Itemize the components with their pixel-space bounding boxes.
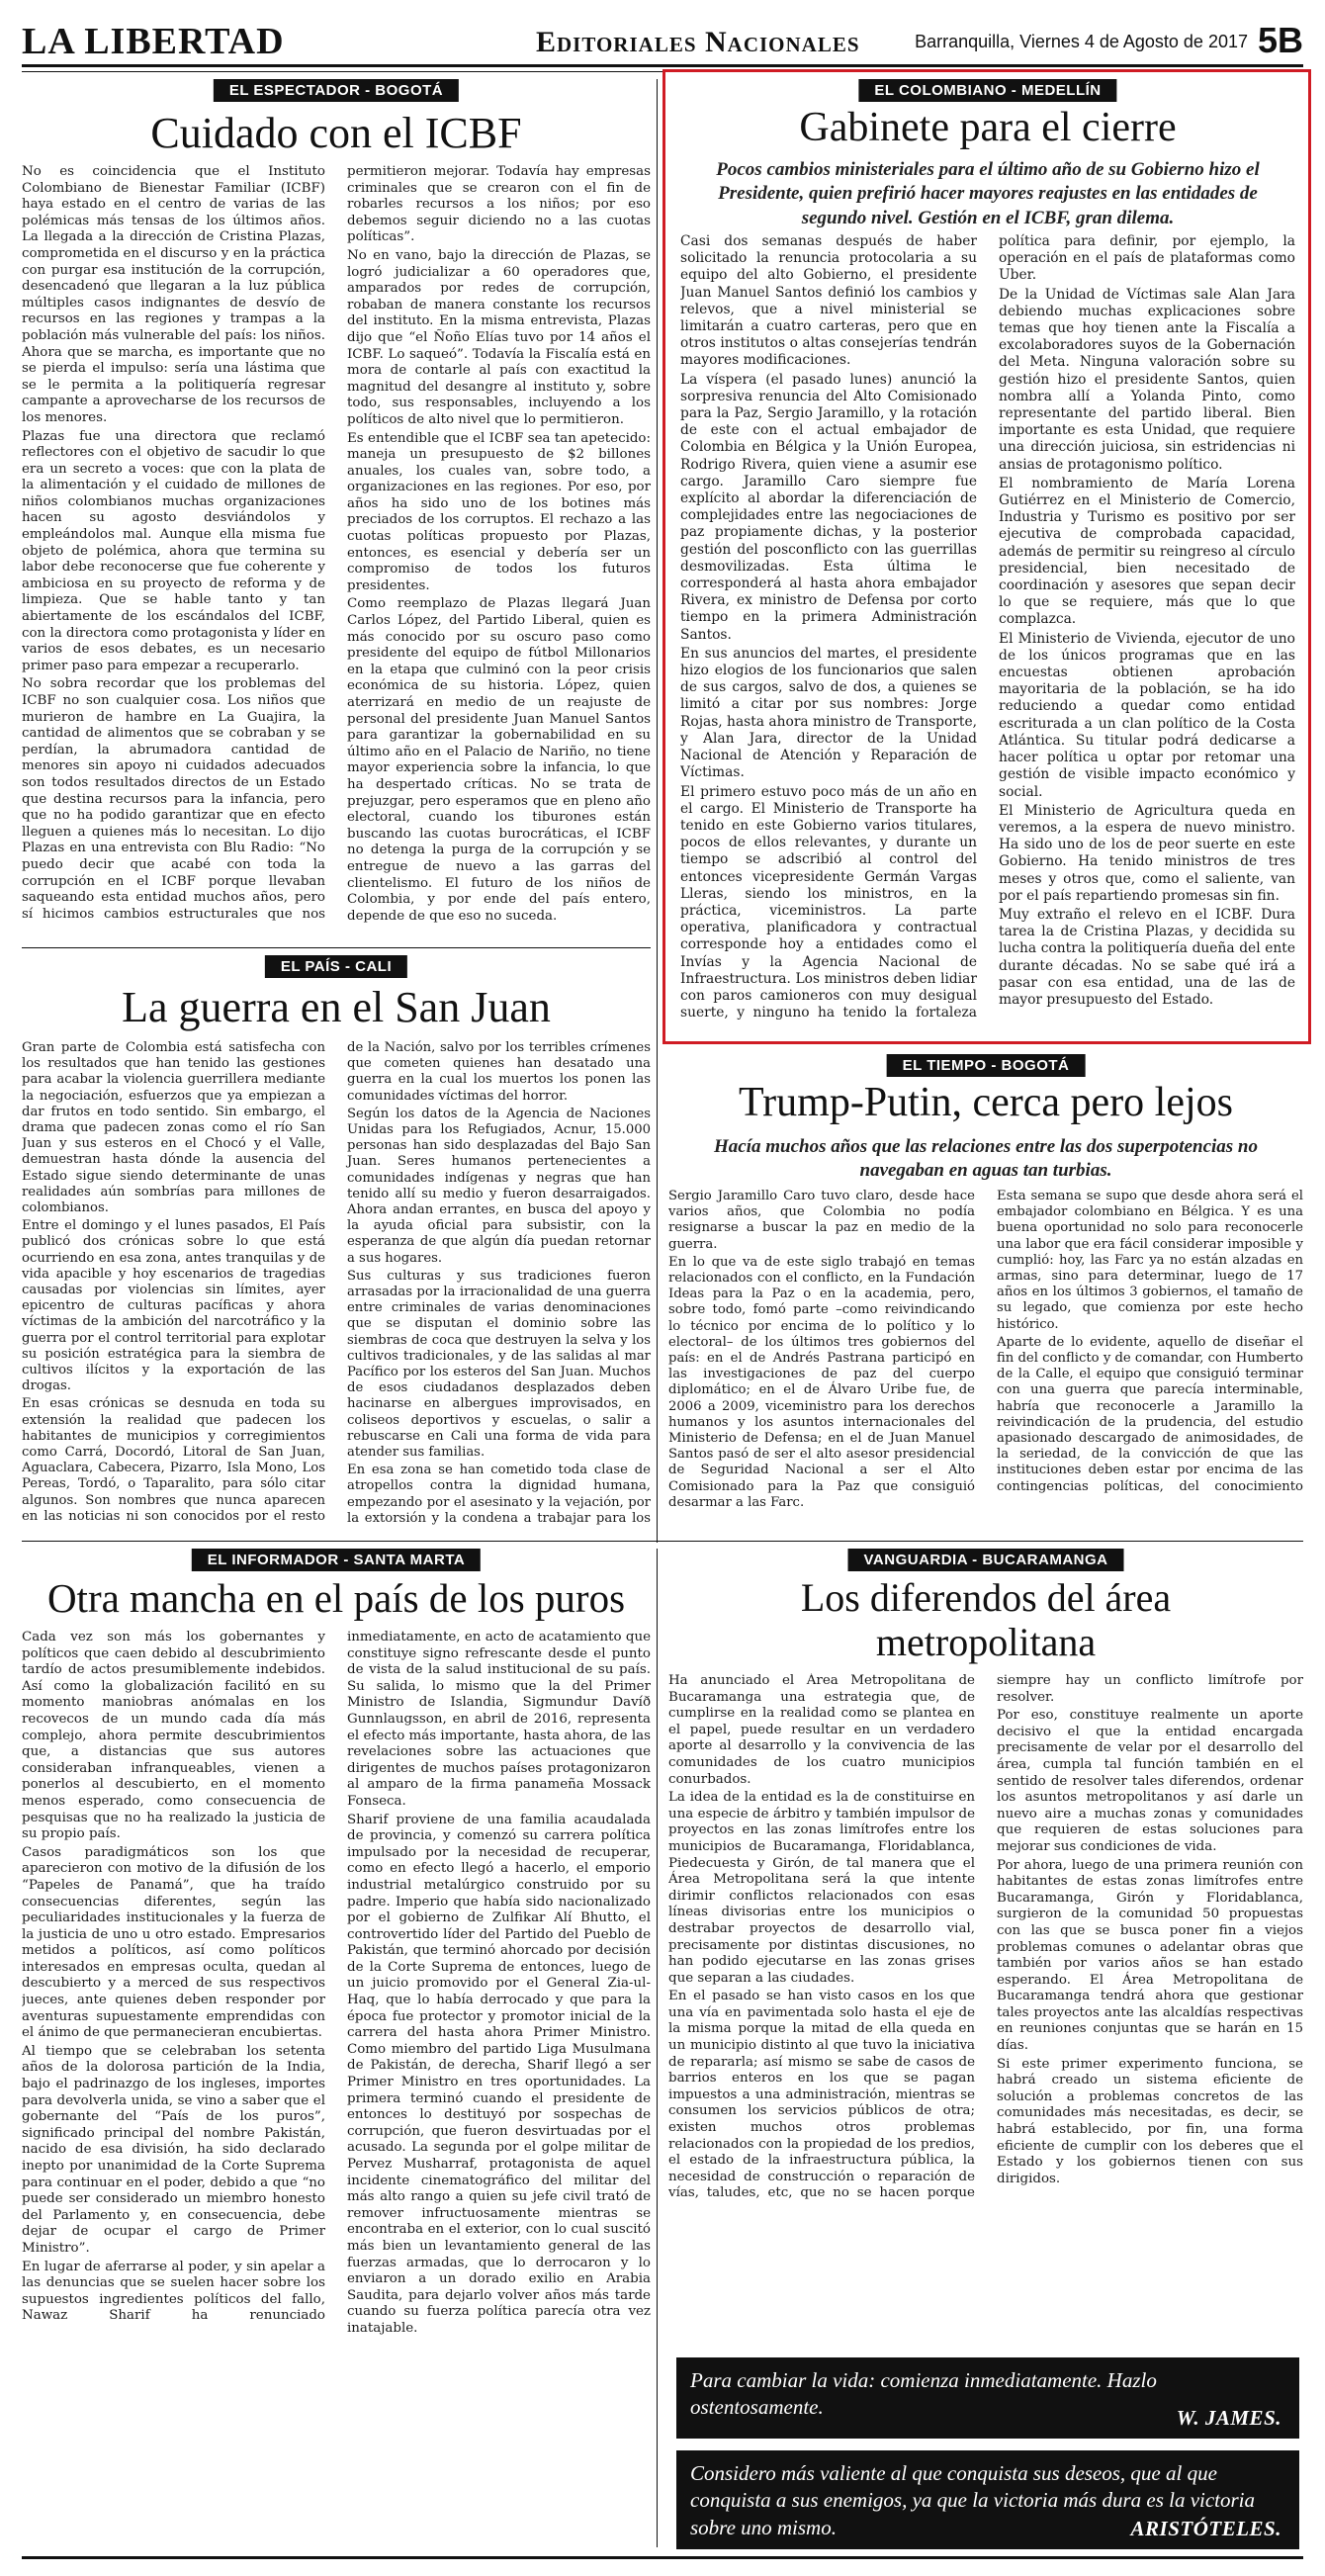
article-body xyxy=(680,233,1295,1032)
article-paragraph: Si este primer experimento funciona, se habrá creado un sistema eficiente de solución a problemas concretos de las comunidades más necesitadas, es decir, se habrá establecido, por fin, una forma eficiente de cumplir con los deberes que el Estado y los gobiernos tienen con sus dirigidos. xyxy=(997,2056,1303,2186)
masthead xyxy=(22,18,1303,67)
article-paragraph: No en vano, bajo la dirección de Plazas, se logró judicializar a 60 operadores que, amparados por redes de corrupción, robaban de manera constante los recursos del instituto. En la misma entrevista, Plazas dijo que “el Ñoño Elías tuvo por 14 años el ICBF. Lo saqueó”. Todavía la Fiscalía está en mora de contarle al país con exactitud la magnitud del desangre al instituto y, sobre todo, sus responsables, incluyendo a los políticos de alto nivel que lo permitieron. xyxy=(347,247,651,427)
article-paragraph: Como reemplazo de Plazas llegará Juan Carlos López, del Partido Liberal, quien es más conocido por su oscuro paso como presidente del equipo de fútbol Millonarios en la etapa que culminó con la peor crisis económica de su historia. López, quien aterrizará en medio de un reajuste de personal del presidente Juan Manuel Santos para garantizar la gobernabilidad en su último año en el Palacio de Nariño, no tiene mayor experiencia sobre la infancia, lo que ha despertado críticas. No se trata de prejuzgar, pero esperamos que en pleno año electoral, cuando los tiburones están buscando las cuotas burocráticas, el ICBF no detenga la purga de la corrupción y se entregue de nuevo a las garras del clientelismo. El futuro de los niños de Colombia, y por ende del país entero, depende de que eso no suceda. xyxy=(347,596,651,924)
article-area-metropolitana xyxy=(668,1549,1303,2354)
article-paragraph: En sus anuncios del martes, el presidente hizo elogios de los funcionarios que salen de sus cargos, salvo de dos, a quienes se limitó a citar por sus nombres: Jorge Rojas, hasta ahora ministro de Transporte, y Alan Jara, director de la Unidad Nacional de Atención y Reparación de Víctimas. xyxy=(680,645,977,781)
article-paragraph: De la Unidad de Víctimas sale Alan Jara debiendo muchas explicaciones sobre temas que hoy tienen ante la Fiscalía a excolaboradores suyos de la Gobernación del Meta. Ninguna valoración sobre su gestión hizo el presidente Santos, quien nombra allí a Yolanda Pinto, como representante del partido liberal. Bien importante es esta Unidad, que requiere una dirección juiciosa, sin estridencias ni ansias de protagonismo político. xyxy=(999,286,1295,473)
article-paragraph: En el pasado se han visto casos en los que una vía en pavimentada solo hasta el eje de la misma porque la mitad de ella queda en un municipio distinto al que tuvo la iniciativa de repararla; así mismo se sabe de casos de barrios enteros en los que se pagan impuestos a una administración, mientras se consumen los servicios públicos de otra; existen muchos otros problemas relacionados con la propiedad de los predios, el estado de la infraestructura pública, la necesidad de construcción o reparación de vías, taludes, etc, que no se hacen porque siempre hay un conflicto limítrofe por resolver. xyxy=(668,1673,1303,2201)
article-paragraph: Casi dos semanas después de haber solicitado la renuncia protocolaria a su equipo del alto Gobierno, el presidente Juan Manuel Santos definió los cambios y relevos, que a nivel ministerial se limitarán a cuatro carteras, pero que en otros institutos o altas consejerías tendrán mayores modificaciones. xyxy=(680,233,977,369)
article-paragraph: Entre el domingo y el lunes pasados, El País publicó dos crónicas sobre lo que está ocurriendo en esa zona, antes tranquilas y de vida apacible y hoy escenarios de tragedias causadas por violencias sin límites, ayer epicentro de culturas pacíficas y ahora víctimas de la ambición del narcotráfico y la guerra por el control territorial para explotar su posición estratégica para la siembra de cultivos ilícitos y la exportación de las drogas. xyxy=(22,1218,325,1394)
article-paragraph: El nombramiento de María Lorena Gutiérrez en el Ministerio de Comercio, Industria y Turismo es positivo por ser ejecutiva de comprobada capacidad, además de permitir su reingreso al círculo presidencial, bien necesitado de coordinación y asesores que sepan decir lo que se requiere, más que lo que complazca. xyxy=(999,475,1295,628)
article-body xyxy=(668,1673,1303,2352)
article-headline: Los diferendos del área metropolitana xyxy=(800,1575,1172,1664)
article-lede: Hacía muchos años que las relaciones entre las dos superpotencias no navegaban en aguas tan turbias. xyxy=(714,1136,1258,1182)
section-rule xyxy=(22,947,651,948)
column-divider xyxy=(657,79,658,1543)
article-paragraph: No es coincidencia que el Instituto Colombiano de Bienestar Familiar (ICBF) haya estado en el centro de varias de las polémicas más tensas de los últimos años. La llegada a la dirección de Cristina Plazas, comprometida en el discurso y en la práctica con purgar esa institución de la corrupción, desencadenó que llegaran a la luz pública múltiples casos indignantes de desvío de recursos en las regiones y trampas a la población más vulnerable del país: los niños. Ahora que se marcha, es importante que no se pierda el impulso: sería una lástima que se le permita a la politiquería regresar campante a aprovecharse de los recursos de los menores. xyxy=(22,164,325,425)
article-source-tag: EL TIEMPO - BOGOTÁ xyxy=(887,1054,1086,1077)
quote-author: W. JAMES. xyxy=(1176,2406,1281,2430)
article-paragraph: En lugar de aferrarse al poder, y sin apelar a las denuncias que se suelen hacer sobre los supuestos ingredientes políticos del fallo, Nawaz Sharif ha renunciado inmediatamente, en acto de acatamiento que constituye signo refrescante desde el punto de vista de la salud institucional de su país. Su salida, lo mismo que la del Primer Ministro de Islandia, Sigmundur Davíð Gunnlaugsson, en abril de 2016, representa el efecto más importante, hasta ahora, de las revelaciones sobre las actuaciones que dirigentes de muchos países protagonizaron al amparo de la firma panameña Mossack Fonseca. xyxy=(22,1630,651,2324)
article-source-tag: EL INFORMADOR - SANTA MARTA xyxy=(192,1549,481,1571)
article-body xyxy=(668,1189,1303,1517)
bottom-rule xyxy=(22,2556,1303,2559)
article-paragraph: Sergio Jaramillo Caro tuvo claro, desde hace varios años, que Colombia no podía resignarse a buscar la paz en medio de la guerra. xyxy=(668,1189,975,1252)
article-paragraph: Aparte de lo evidente, aquello de diseñar el fin del conflicto y de comandar, con Humberto de la Calle, el equipo que consiguió terminar con una guerra que parecía interminable, habría que reconocerle a Jaramillo la reivindicación de la prudencia, del estudio apasionado descargado de animosidades, de la seriedad, de la convicción de que las instituciones deben estar por encima de las contingencias políticas, del conocimiento xyxy=(997,1334,1303,1494)
article-paragraph: No sobra recordar que los problemas del ICBF no son cualquier cosa. Los niños que murieron de hambre en La Guajira, la cantidad de alimentos que se cobraban y se perdían, la abrumadora cantidad de menores sin apoyo ni cuidados adecuados son todos resultados directos de un Estado que destina recursos para la infancia, pero que no ha podido garantizar que en efecto lleguen a quienes más lo necesitan. Lo dijo Plazas en una entrevista con Blu Radio: “No puedo decir que acabé con toda la corrupción en el ICBF porque llevaban saqueando esta entidad muchos años, pero sí hicimos cambios estructurales que nos permitieron mejorar. Todavía hay empresas criminales que se crearon con el fin de robarles recursos a los niños; por eso debemos seguir diciendo no a las cuotas políticas”. xyxy=(22,164,651,922)
quote-text: Considero más valiente al que conquista sus deseos, que al que conquista a sus enemigos, ya que la victoria más dura es la victoria sobre uno mismo. xyxy=(690,2461,1256,2539)
article-source-tag: EL COLOMBIANO - MEDELLÍN xyxy=(858,79,1116,102)
article-source-tag: EL PAÍS - CALI xyxy=(265,955,407,978)
article-trump-putin xyxy=(668,1054,1303,1519)
article-paragraph: Muy extraño el relevo en el ICBF. Dura tarea la de Cristina Plazas, y decidida su lucha contra la politiquería dueña del ente durante décadas. No se sabe qué irá a pasar con esa entidad, una de las de mayor presupuesto del Estado. xyxy=(999,906,1295,1008)
section-rule xyxy=(22,1541,1303,1542)
article-paragraph: Al tiempo que se celebraban los setenta años de la dolorosa partición de la India, bajo el padrinazgo de los ingleses, importes para devolverla unida, se vino a saber que el gobernante del “País de los puros”, significado principal del nombre Pakistán, nacido de esa división, ha sido declarado inepto por unanimidad de la Corte Suprema para continuar en el poder, debido a que “no puede ser considerado un miembro honesto del Parlamento y, en consecuencia, debe dejar de ocupar el cargo de Primer Ministro”. xyxy=(22,2043,325,2256)
article-paragraph: Ha anunciado el Área Metropolitana de Bucaramanga una estrategia que, de cumplirse en la realidad como se plantea en el papel, puede resultar en un verdadero aporte al desarrollo y la convivencia de las comunidades de los cuatro municipios conurbados. xyxy=(668,1673,975,1787)
article-headline: Trump-Putin, cerca pero lejos xyxy=(738,1080,1234,1125)
article-body xyxy=(22,1630,651,2541)
article-paragraph: Plazas fue una directora que reclamó reflectores con el objetivo de sacudir lo que era un secreto a voces: que con la plata de la alimentación y el cuidado de millones de niños colombianos muchas organizaciones hacen su agosto desviándolos y empleándolos mal. Aunque ella misma fue objeto de polémica, ahora que termina su labor debe reconocerse que fue coherente y ambiciosa en su proyecto de reforma y de limpieza. Que se hable tanto y tan abiertamente de los escándalos del ICBF, con la directora como protagonista y líder en varios de esos debates, es un necesario primer paso para empezar a recuperarlo. xyxy=(22,428,325,673)
article-paragraph: La idea de la entidad es la de constituirse en una especie de árbitro y también impulsor de proyectos en las zonas limítrofes entre los municipios de Bucaramanga, Floridablanca, Piedecuesta y Girón, de tal manera que el Área Metropolitana será la que intente dirimir conflictos relacionados con esas líneas divisorias entre los municipios o destrabar proyectos de desarrollo vial, precisamente por distintas discusiones, no han podido ejecutarse en las zonas grises que separan a las ciudades. xyxy=(668,1790,975,1986)
article-source-tag: VANGUARDIA - BUCARAMANGA xyxy=(848,1549,1124,1571)
quote-box-james xyxy=(676,2357,1299,2439)
article-icbf xyxy=(22,79,651,939)
article-paragraph: En esa zona se han cometido toda clase de atropellos contra la dignidad humana, empezando por el asesinato y la vejación, por la extorsión y la condena a trabajar para los xyxy=(347,1463,651,1526)
article-paragraph: Por ahora, luego de una primera reunión con habitantes de estas zonas limítrofes entre Bucaramanga, Girón y Floridablanca, surgieron de la comunidad 50 propuestas con las que se busca poner fin a viejos problemas comunes o adelantar obras que también por varios años se han estado esperando. El Área Metropolitana de Bucaramanga tendrá ahora que gestionar tales proyectos ante las alcaldías respectivas en reuniones conjuntas que se harán en 15 días. xyxy=(997,1857,1303,2054)
quote-author: ARISTÓTELES. xyxy=(1130,2517,1281,2540)
quote-box-aristoteles xyxy=(676,2450,1299,2549)
article-paragraph: Por eso, constituye realmente un aporte decisivo el que la entidad encargada precisamente de velar por el desarrollo del área, cumpla tal función también en el sentido de resolver tales diferendos, ordenar los asuntos metropolitanos y así darle un nuevo aire a muchas zonas y comunidades que requieren de estas soluciones para mejorar sus condiciones de vida. xyxy=(997,1708,1303,1854)
article-paragraph: El Ministerio de Agricultura queda en veremos, a la espera de nuevo ministro. Ha sido uno de los de peor suerte en este Gobierno. Ha tenido ministros de tres meses y otros que, como el saliente, van por el país repartiendo promesas sin fin. xyxy=(999,802,1295,904)
article-body xyxy=(22,164,651,935)
article-san-juan xyxy=(22,955,651,1534)
article-paragraph: Esta semana se supo que desde ahora será el embajador colombiano en Bélgica. Y es una buena oportunidad no solo para reconocerle una labor que era fácil considerar imposible y cumplió: hoy, las Farc ya no están alzadas en armas, sino para determinar, luego de 17 años en los últimos 3 gobiernos, el tamaño de su legado, que comienza por este hecho histórico. xyxy=(997,1189,1303,1332)
article-paragraph: En esas crónicas se desnuda en toda su extensión la realidad que padecen los habitantes de municipios y corregimientos como Carrá, Docordó, Litoral de San Juan, Aguaclara, Cabecera, Pizarro, Isla Mono, Los Pereas, Tordó, o Taparalito, para sólo citar algunos. Son nombres que nunca aparecen en las noticias ni son conocidos por el resto de la Nación, salvo por los terribles crímenes que cometen quienes han desatado una guerra en la cual los muertos los ponen las comunidades víctimas del horror. xyxy=(22,1040,651,1524)
article-paragraph: Casos paradigmáticos son los que aparecieron con motivo de la difusión de los “Papeles de Panamá”, que ha traído consecuencias diferentes, según las peculiaridades institucionales y la fuerza de la justicia de uno u otro estado. Empresarios metidos a políticos, así como políticos interesados en empresas oculta, quedan al descubierto y a merced de sus respectivos jueces, ante quienes deben responder por aventuras supuestamente emprendidas con el ánimo de que permanecieran encubiertas. xyxy=(22,1844,325,2041)
section-name: Editoriales Nacionales xyxy=(536,26,860,58)
dateline: Barranquilla, Viernes 4 de Agosto de 2017 xyxy=(915,32,1248,51)
article-headline: Otra mancha en el país de los puros xyxy=(46,1575,626,1621)
article-paragraph: Es entendible que el ICBF sea tan apetecido: maneja un presupuesto de $2 billones anuales, los cuales van, sobre todo, a organizaciones en las regiones. Por eso, por años ha sido uno de los botines más preciados de los corruptos. El rechazo a las cuotas políticas propuesto por Plazas, entonces, es esencial y debería ser un compromiso de todos los futuros presidentes. xyxy=(347,430,651,593)
article-paragraph: La víspera (el pasado lunes) anunció la sorpresiva renuncia del Alto Comisionado para la Paz, Sergio Jaramillo, y la rotación de este con el actual embajador de Colombia en Bélgica y la Unión Europea, Rodrigo Rivera, quien viene a asumir ese cargo. Jaramillo Caro siempre fue explícito al abordar la diferenciación de complejidades entre las negociaciones de paz propiamente dichas, y la posterior gestión del posconflicto con las guerrillas desmovilizadas. Esta última le corresponderá al hasta ahora embajador Rivera, ex ministro de Defensa por corto tiempo en la primera Administración Santos. xyxy=(680,371,977,643)
article-lede: Pocos cambios ministeriales para el último año de su Gobierno hizo el Presidente, quien prefirió hacer mayores reajustes en las entidades de segundo nivel. Gestión en el ICBF, gran dilema. xyxy=(716,159,1260,228)
page-number: 5B xyxy=(1257,20,1303,60)
article-paragraph: Sus culturas y sus tradiciones fueron arrasadas por la irracionalidad de una guerra entre criminales de varias denominaciones que se disputan el dominio sobre las siembras de coca que destruyen la selva y los cultivos tradicionales, y de las salidas al mar Pacífico por los esteros del San Juan. Muchos de esos ciudadanos desplazados deben hacinarse en albergues improvisados, en coliseos deportivos y escuelas, o salir a rebuscarse en Cali una forma de vida para atender sus familias. xyxy=(347,1268,651,1461)
article-headline: La guerra en el San Juan xyxy=(122,983,551,1031)
article-paragraph: El Ministerio de Vivienda, ejecutor de uno de los únicos programas que en las encuestas obtienen aprobación mayoritaria de la población, se ha ido reduciendo a quedar como entidad escriturada a un clan político de la Costa Atlántica. Su titular podrá dedicarse a hacer política u optar por retomar una gestión de visible impacto económico y social. xyxy=(999,630,1295,800)
article-paragraph: En lo que va de este siglo trabajó en temas relacionados con el conflicto, en la Fundación Ideas para la Paz o en la academia, pero, sobre todo, fomó parte –como reivindicando lo técnico por encima de lo político y lo electoral– de los últimos tres gobiernos del país: en el de Andrés Pastrana participó en las investigaciones de paz del cuerpo diplomático; en el de Álvaro Uribe fue, de 2006 a 2009, viceministro para los derechos humanos y los asuntos internacionales del Ministerio de Defensa; en el de Juan Manuel Santos pasó de ser el alto asesor presidencial de Seguridad Nacional a ser el Alto Comisionado para la Paz que consiguió desarmar a las Farc. xyxy=(668,1254,975,1510)
paper-name: LA LIBERTAD xyxy=(22,21,285,62)
article-headline: Gabinete para el cierre xyxy=(799,105,1177,150)
article-paragraph: Sharif proviene de una familia acaudalada de provincia, y comenzó su carrera política impulsado por la necesidad de recuperar, como en efecto llegó a hacerlo, el emporio industrial metalúrgico construido por su padre. Imperio que había sido nacionalizado por el gobierno de Zulfikar Alí Bhutto, el controvertido líder del Partido del Pueblo de Pakistán, que terminó ahorcado por decisión de la Corte Suprema de entonces, luego de un juicio promovido por el General Zia-ul-Haq, que lo había derrocado y que para la época fue protector y promotor inicial de la carrera del hasta ahora Primer Ministro. Como miembro del partido Liga Musulmana de Pakistán, de derecha, Sharif llegó a ser Primer Ministro en tres oportunidades. La primera terminó cuando el presidente de entonces lo destituyó por sospechas de corrupción, que fueron desvirtuadas por el acusado. La segunda por el golpe militar de Pervez Musharraf, protagonista de aquel incidente cinematográfico del militar del más alto rango a quien su jefe civil trató de remover infructuosamente mientras se encontraba en el exterior, con lo cual suscitó más bien un levantamiento general de las fuerzas armadas, que lo derrocaron y lo enviaron a un dorado exilio en Arabia Saudita, para dejarlo volver años más tarde cuando su fuerza política parecía otra vez inatajable. xyxy=(347,1812,651,2336)
article-paragraph: Según los datos de la Agencia de Naciones Unidas para los Refugiados, Acnur, 15.000 personas han sido desplazadas del Bajo San Juan. Seres humanos pertenecientes a comunidades indígenas y negras que han tenido allí su medio y fueron desarraigados. Ahora andan errantes, en busca del apoyo y la ayuda oficial para subsistir, con la esperanza de que algún día puedan retornar a sus hogares. xyxy=(347,1106,651,1266)
article-gabinete xyxy=(680,79,1295,1036)
quote-text: Para cambiar la vida: comienza inmediatamente. Hazlo ostentosamente. xyxy=(690,2368,1157,2420)
article-headline: Cuidado con el ICBF xyxy=(150,109,522,157)
article-source-tag: EL ESPECTADOR - BOGOTÁ xyxy=(214,79,459,102)
article-body xyxy=(22,1040,651,1531)
article-paragraph: El primero estuvo poco más de un año en el cargo. El Ministerio de Transporte ha tenido en este Gobierno varios titulares, pocos de ellos relevantes, y durante un tiempo se adscribió al control del entonces vicepresidente Germán Vargas Lleras, siendo los ministros, en la práctica, viceministros. La parte operativa, planificadora y contractual corresponde hoy a entidades como el Invías y la Agencia Nacional de Infraestructura. Los ministros deben lidiar con paros camioneros con muy desigual suerte, y ninguno ha tenido la fortaleza política para definir, por ejemplo, la operación en el país de plataformas como Uber. xyxy=(680,233,1295,1022)
article-paragraph: Gran parte de Colombia está satisfecha con los resultados que han tenido las gestiones para acabar la violencia guerrillera mediante la negociación, esfuerzos que ya empiezan a dar frutos en todo sentido. Sin embargo, el drama que padecen zonas como el río San Juan y sus esteros en el Chocó y el Valle, demuestran hasta dónde la ausencia del Estado sigue siendo determinante de unas realidades aún sombrías para millones de colombianos. xyxy=(22,1040,325,1216)
article-pakistan xyxy=(22,1549,651,2547)
article-paragraph: Cada vez son más los gobernantes y políticos que caen debido al descubrimiento tardío de actos presumiblemente indebidos. Así como la globalización facilitó en su momento maniobras anómalas en los recovecos de un mundo cada día más complejo, ahora permite descubrimientos que, a distancias que sus autores consideraban infranqueables, vienen a ponerlos al descubierto, en el momento menos esperado, como consecuencia de pesquisas que no ha realizado la justicia de su propio país. xyxy=(22,1630,325,1842)
column-divider xyxy=(657,1549,658,2547)
